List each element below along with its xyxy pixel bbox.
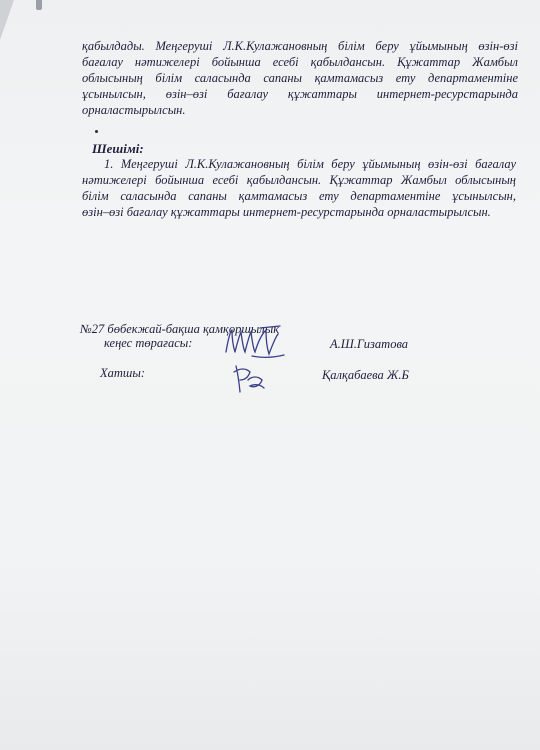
paragraph-line: облысының білім саласында сапаны қамтамасыз ету департаментіне: [82, 71, 518, 85]
paragraph-line: орналастырылсын.: [82, 103, 186, 117]
resolution-line: өзін–өзі бағалау құжаттары интернет-ресурстарында орналастырылсын.: [82, 205, 491, 219]
section-heading: Шешімі:: [92, 141, 144, 156]
paragraph-line: қабылдады. Меңгеруші Л.К.Кулажановның білім беру ұйымының өзін-өзі: [82, 39, 518, 53]
folded-corner: [0, 0, 14, 40]
paragraph-decision-text: [82, 38, 518, 118]
secretary-signature: [230, 360, 270, 396]
secretary-label: Хатшы:: [100, 366, 145, 380]
paragraph-line: ұсынылсын, өзін–өзі бағалау құжаттары интернет-ресурстарында: [82, 87, 518, 101]
bullet-dot: [95, 130, 98, 133]
resolution-line: білім саласында сапаны қамтамасыз ету департаментіне ұсынылсын,: [82, 189, 516, 203]
chair-label-line-1: №27 бөбекжай-бақша қамқоршылық: [80, 322, 280, 336]
secretary-name: Қалқабаева Ж.Б: [322, 368, 409, 382]
resolution-paragraph: [82, 156, 516, 220]
resolution-line: нәтижелері бойынша есебі қабылдансын. Құжаттар Жамбыл облысының: [82, 173, 516, 187]
chair-name: А.Ш.Гизатова: [330, 337, 409, 351]
chair-signature: [222, 322, 292, 362]
resolution-line: 1. Меңгеруші Л.К.Кулажановның білім беру ұйымының өзін-өзі бағалау: [104, 157, 516, 171]
chair-label-line-2: кеңес төрағасы:: [104, 336, 193, 350]
paper-clip-mark: [36, 0, 42, 10]
paragraph-line: бағалау нәтижелері бойынша есебі қабылдансын. Құжаттар Жамбыл: [82, 55, 518, 69]
